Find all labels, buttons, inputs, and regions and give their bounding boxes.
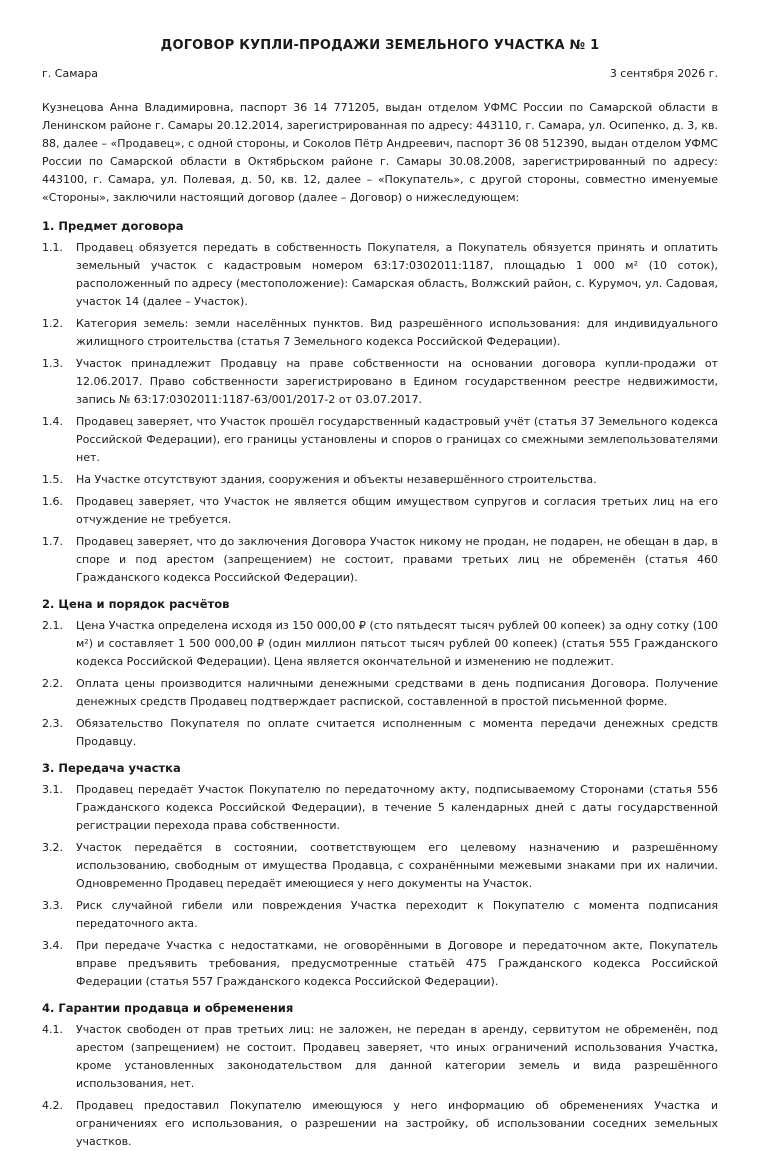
clause-number: 1.2.	[42, 317, 63, 330]
clause-number: 3.3.	[42, 899, 63, 912]
clause-number: 3.4.	[42, 939, 63, 952]
clause-number: 2.3.	[42, 717, 63, 730]
clause	[42, 493, 718, 529]
clause-text: На Участке отсутствуют здания, сооружения и объекты незавершённого строительства.	[76, 473, 597, 486]
clause-text: Обязательство Покупателя по оплате считается исполненным с момента передачи денежных средств Продавцу.	[76, 717, 718, 748]
contract-section	[42, 597, 718, 751]
clause-number: 1.5.	[42, 473, 63, 486]
clause	[42, 839, 718, 893]
clause-text: При передаче Участка с недостатками, не оговорёнными в Договоре и передаточном акте, Покупатель вправе предъявить требования, предусмотренные статьёй 475 Гражданского кодекса Российской Федерации (статья 557 Гражданского кодекса Российской Федерации).	[76, 939, 718, 988]
clause	[42, 471, 718, 489]
contract-section	[42, 761, 718, 991]
clause	[42, 715, 718, 751]
document-city: г. Самара	[42, 67, 98, 80]
clause-number: 3.1.	[42, 783, 63, 796]
clause	[42, 533, 718, 587]
contract-section	[42, 1001, 718, 1151]
clause-text: Продавец предоставил Покупателю имеющуюся у него информацию об обременениях Участка и ограничениях его использования, о разрешении на застройку, об использовании соседних земельных участков.	[76, 1099, 718, 1148]
clause-text: Участок принадлежит Продавцу на праве собственности на основании договора купли-продажи от 12.06.2017. Право собственности зарегистрировано в Едином государственном реестре недвижимости, запись № 63:17:0302011:1187-63/001/2017-2 от 03.07.2017.	[76, 357, 718, 406]
section-heading: 3. Передача участка	[42, 761, 181, 775]
clause-text: Цена Участка определена исходя из 150 000,00 ₽ (сто пятьдесят тысяч рублей 00 копеек) за одну сотку (100 м²) и составляет 1 500 000,00 ₽ (один миллион пятьсот тысяч рублей 00 копеек) (статья 555 Гражданского кодекса Российской Федерации). Цена является окончательной и изменению не подлежит.	[76, 619, 718, 668]
clause-text: Продавец заверяет, что Участок прошёл государственный кадастровый учёт (статья 37 Земельного кодекса Российской Федерации), его границы установлены и споров о границах со смежными землепользователями нет.	[76, 415, 718, 464]
contract-section	[42, 219, 718, 587]
document-title: ДОГОВОР КУПЛИ-ПРОДАЖИ ЗЕМЕЛЬНОГО УЧАСТКА № 1	[160, 38, 600, 53]
section-heading: 2. Цена и порядок расчётов	[42, 597, 230, 611]
clause-number: 1.4.	[42, 415, 63, 428]
clause-number: 4.2.	[42, 1099, 63, 1112]
document-meta	[42, 67, 718, 80]
clause	[42, 897, 718, 933]
clause	[42, 239, 718, 311]
clause-text: Продавец заверяет, что Участок не является общим имуществом супругов и согласия третьих лиц на его отчуждение не требуется.	[76, 495, 718, 526]
document-date: 3 сентября 2026 г.	[609, 67, 718, 80]
section-heading: 4. Гарантии продавца и обременения	[42, 1001, 294, 1015]
clause-number: 1.3.	[42, 357, 63, 370]
clause-number: 2.2.	[42, 677, 63, 690]
clause	[42, 1097, 718, 1151]
document-sections	[42, 219, 718, 1151]
clause	[42, 1021, 718, 1093]
clause-number: 1.1.	[42, 241, 63, 254]
clause	[42, 413, 718, 467]
clause-number: 2.1.	[42, 619, 63, 632]
clause	[42, 617, 718, 671]
document-preamble: Кузнецова Анна Владимировна, паспорт 36 14 771205, выдан отделом УФМС России по Самарской области в Ленинском районе г. Самары 20.12.2014, зарегистрированная по адресу: 443110, г. Самара, ул. Осипенко, д. 3, кв. 88, далее – «Продавец», с одной стороны, и Соколов Пётр Андреевич, паспорт 36 08 512390, выдан отделом УФМС России по Самарской области в Октябрьском районе г. Самары 30.08.2008, зарегистрированный по адресу: 443100, г. Самара, ул. Полевая, д. 50, кв. 12, далее – «Покупатель», с другой стороны, совместно именуемые «Стороны», заключили настоящий договор (далее – Договор) о нижеследующем:	[42, 101, 718, 204]
clause-text: Продавец передаёт Участок Покупателю по передаточному акту, подписываемому Сторонами (статья 556 Гражданского кодекса Российской Федерации), в течение 5 календарных дней с даты государственной регистрации перехода права собственности.	[76, 783, 718, 832]
clause-number: 3.2.	[42, 841, 63, 854]
clause-number: 4.1.	[42, 1023, 63, 1036]
clause-number: 1.7.	[42, 535, 63, 548]
clause	[42, 781, 718, 835]
clause-number: 1.6.	[42, 495, 63, 508]
clause-text: Участок свободен от прав третьих лиц: не заложен, не передан в аренду, сервитутом не обременён, под арестом (запрещением) не состоит. Продавец заверяет, что иных ограничений использования Участка, кроме установленных законодательством для данной категории земель и вида разрешённого использования, нет.	[76, 1023, 718, 1090]
clause	[42, 937, 718, 991]
clause	[42, 675, 718, 711]
clause	[42, 315, 718, 351]
clause-text: Оплата цены производится наличными денежными средствами в день подписания Договора. Получение денежных средств Продавец подтверждает распиской, составленной в простой письменной форме.	[76, 677, 718, 708]
clause	[42, 355, 718, 409]
clause-text: Категория земель: земли населённых пунктов. Вид разрешённого использования: для индивидуального жилищного строительства (статья 7 Земельного кодекса Российской Федерации).	[76, 317, 718, 348]
clause-text: Продавец обязуется передать в собственность Покупателя, а Покупатель обязуется принять и оплатить земельный участок с кадастровым номером 63:17:0302011:1187, площадью 1 000 м² (10 соток), расположенный по адресу (местоположение): Самарская область, Волжский район, с. Курумоч, ул. Садовая, участок 14 (далее – Участок).	[76, 241, 718, 308]
clause-text: Продавец заверяет, что до заключения Договора Участок никому не продан, не подарен, не обещан в дар, в споре и под арестом (запрещением) не состоит, правами третьих лиц не обременён (статья 460 Гражданского кодекса Российской Федерации).	[76, 535, 718, 584]
clause-text: Риск случайной гибели или повреждения Участка переходит к Покупателю с момента подписания передаточного акта.	[76, 899, 718, 930]
clause-text: Участок передаётся в состоянии, соответствующем его целевому назначению и разрешённому использованию, свободным от имущества Продавца, с сохранёнными межевыми знаками при их наличии. Одновременно Продавец передаёт имеющиеся у него документы на Участок.	[76, 841, 718, 890]
section-heading: 1. Предмет договора	[42, 219, 184, 233]
